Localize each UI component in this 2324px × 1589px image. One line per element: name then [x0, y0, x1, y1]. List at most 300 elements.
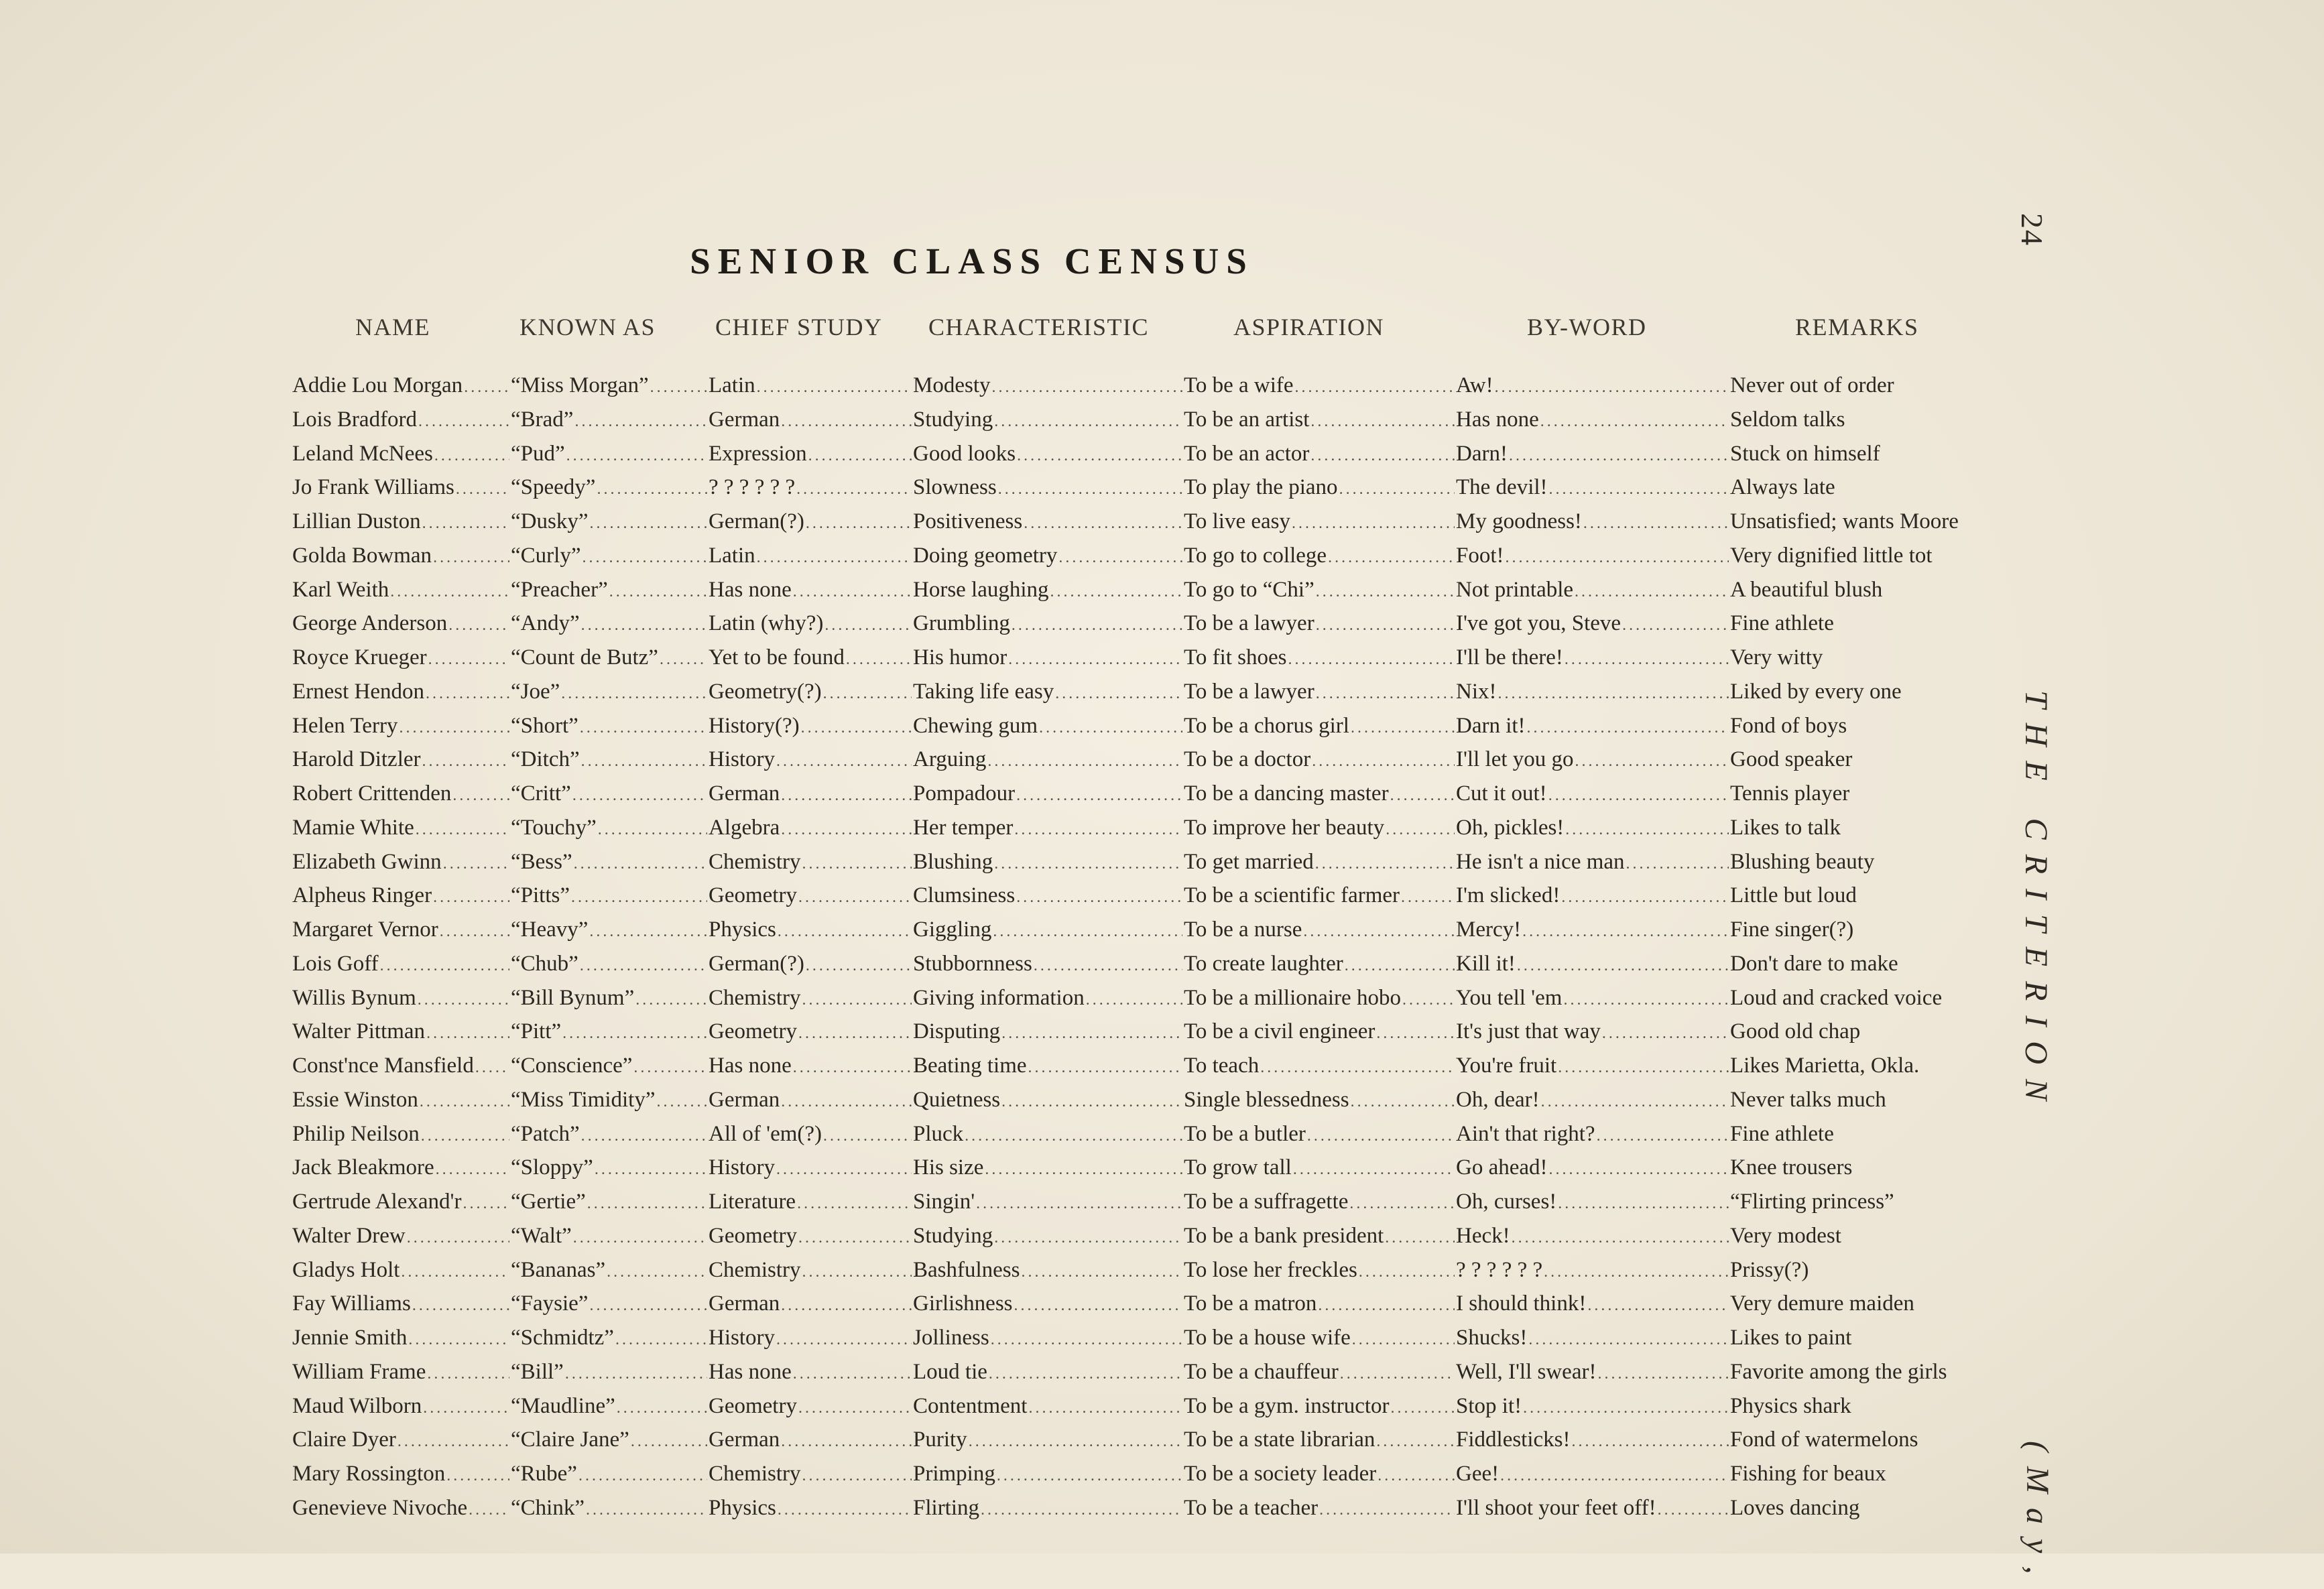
remarks-text: Fond of boys	[1730, 713, 1847, 738]
remarks-text: Prissy(?)	[1730, 1257, 1809, 1282]
cell-chief-study	[709, 609, 913, 642]
leader-dots	[798, 1393, 912, 1423]
header-by-word: BY-WORD	[1527, 314, 1647, 340]
leader-dots	[617, 1393, 707, 1423]
leader-dots	[572, 781, 707, 810]
cell-name	[292, 1221, 511, 1255]
remarks-text: Never out of order	[1730, 373, 1894, 397]
cell-chief-study	[709, 1255, 913, 1289]
cell-chief-study	[709, 371, 913, 404]
known-as-text: “Bill”	[511, 1359, 564, 1384]
leader-dots	[1544, 1257, 1729, 1287]
remarks-text: Never talks much	[1730, 1087, 1886, 1112]
cell-by-word	[1456, 813, 1730, 846]
leader-dots	[1315, 849, 1455, 879]
leader-dots	[806, 951, 912, 980]
cell-aspiration	[1184, 643, 1456, 676]
characteristic-text: His size	[913, 1155, 984, 1180]
cell-remarks	[1730, 1051, 2012, 1084]
cell-by-word	[1456, 405, 1730, 438]
cell-aspiration	[1184, 1323, 1456, 1356]
cell-chief-study	[709, 1153, 913, 1186]
cell-known-as	[511, 643, 709, 676]
chief-study-text: German	[709, 1291, 780, 1316]
aspiration-text: To be a scientific farmer	[1184, 883, 1400, 908]
name-text: Maud Wilborn	[292, 1393, 422, 1418]
by-word-text: You're fruit	[1456, 1054, 1557, 1078]
cell-characteristic	[913, 1221, 1184, 1255]
name-text: Addie Lou Morgan	[292, 373, 463, 397]
by-word-text: Fiddlesticks!	[1456, 1427, 1571, 1452]
leader-dots	[798, 1019, 912, 1048]
cell-by-word	[1456, 949, 1730, 982]
name-text: Margaret Vernor	[292, 917, 438, 942]
cell-known-as	[511, 507, 709, 540]
table-row	[0, 1221, 2011, 1255]
cell-aspiration	[1184, 575, 1456, 609]
cell-remarks	[1730, 881, 2012, 914]
cell-chief-study	[709, 472, 913, 506]
remarks-text: Fine athlete	[1730, 611, 1834, 636]
cell-aspiration	[1184, 507, 1456, 540]
table-row	[0, 1153, 2011, 1187]
chief-study-text: German	[709, 781, 780, 806]
cell-chief-study	[709, 677, 913, 710]
cell-characteristic	[913, 575, 1184, 609]
chief-study-text: German(?)	[709, 951, 804, 976]
chief-study-text: Geometry	[709, 1019, 797, 1044]
aspiration-text: Single blessedness	[1184, 1087, 1349, 1112]
leader-dots	[580, 713, 707, 743]
table-row	[0, 1459, 2011, 1493]
characteristic-text: Studying	[913, 407, 993, 432]
cell-aspiration	[1184, 779, 1456, 812]
cell-known-as	[511, 1085, 709, 1119]
leader-dots	[997, 1461, 1182, 1490]
chief-study-text: German	[709, 1087, 780, 1112]
name-text: Willis Bynum	[292, 985, 416, 1010]
cell-name	[292, 1425, 511, 1458]
cell-chief-study	[709, 813, 913, 846]
cell-name	[292, 881, 511, 914]
leader-dots	[801, 713, 912, 743]
cell-aspiration	[1184, 405, 1456, 438]
name-text: George Anderson	[292, 611, 448, 636]
leader-dots	[574, 849, 707, 879]
table-row	[0, 405, 2011, 439]
leader-dots	[582, 543, 707, 572]
leader-dots	[566, 441, 707, 470]
table-row	[0, 1425, 2011, 1459]
cell-name	[292, 949, 511, 982]
leader-dots	[1024, 509, 1182, 538]
chief-study-text: Has none	[709, 577, 792, 602]
leader-dots	[589, 509, 707, 538]
chief-study-text: Algebra	[709, 815, 780, 840]
by-word-text: Kill it!	[1456, 951, 1516, 976]
remarks-text: Tennis player	[1730, 781, 1850, 806]
remarks-text: Good old chap	[1730, 1019, 1861, 1044]
cell-characteristic	[913, 711, 1184, 745]
name-text: Mamie White	[292, 815, 414, 840]
table-row	[0, 1255, 2011, 1289]
cell-known-as	[511, 745, 709, 778]
leader-dots	[433, 543, 509, 572]
cell-known-as	[511, 711, 709, 745]
leader-dots	[1602, 1019, 1729, 1048]
remarks-text: Fine singer(?)	[1730, 917, 1854, 942]
cell-chief-study	[709, 439, 913, 472]
characteristic-text: Disputing	[913, 1019, 1001, 1044]
name-text: Robert Crittenden	[292, 781, 452, 806]
known-as-text: “Preacher”	[511, 577, 608, 602]
remarks-text: Likes Marietta, Okla.	[1730, 1054, 1920, 1078]
aspiration-text: To be a gym. instructor	[1184, 1393, 1390, 1418]
leader-dots	[1572, 1427, 1729, 1456]
characteristic-text: Taking life easy	[913, 679, 1054, 704]
cell-chief-study	[709, 983, 913, 1017]
header-chief-study: CHIEF STUDY	[715, 314, 883, 340]
known-as-text: “Count de Butz”	[511, 645, 658, 670]
leader-dots	[469, 1495, 509, 1525]
leader-dots	[399, 713, 509, 743]
cell-aspiration	[1184, 371, 1456, 404]
leader-dots	[969, 1427, 1182, 1456]
known-as-text: “Chub”	[511, 951, 578, 976]
leader-dots	[1549, 474, 1729, 504]
aspiration-text: To grow tall	[1184, 1155, 1292, 1180]
name-text: Mary Rossington	[292, 1462, 446, 1486]
cell-aspiration	[1184, 439, 1456, 472]
by-word-text: My goodness!	[1456, 509, 1582, 533]
leader-dots	[440, 917, 509, 946]
cell-by-word	[1456, 1119, 1730, 1153]
aspiration-text: To be a state librarian	[1184, 1427, 1375, 1452]
cell-aspiration	[1184, 1289, 1456, 1322]
cell-remarks	[1730, 405, 2012, 438]
characteristic-text: Primping	[913, 1462, 995, 1486]
aspiration-text: To go to “Chi”	[1184, 577, 1314, 602]
cell-by-word	[1456, 1153, 1730, 1186]
characteristic-text: Good looks	[913, 441, 1016, 466]
remarks-text: Likes to talk	[1730, 815, 1841, 840]
cell-aspiration	[1184, 1153, 1456, 1186]
leader-dots	[562, 1019, 707, 1048]
cell-chief-study	[709, 1459, 913, 1492]
remarks-text: Liked by every one	[1730, 679, 1902, 704]
cell-known-as	[511, 1051, 709, 1084]
leader-dots	[998, 474, 1182, 504]
by-word-text: Not printable	[1456, 577, 1574, 602]
name-text: Gertrude Alexand'r	[292, 1190, 462, 1214]
chief-study-text: History	[709, 1326, 775, 1350]
cell-name	[292, 1459, 511, 1492]
leader-dots	[1522, 917, 1729, 946]
leader-dots	[1622, 611, 1729, 640]
aspiration-text: To be a house wife	[1184, 1326, 1351, 1350]
leader-dots	[426, 679, 509, 708]
known-as-text: “Joe”	[511, 679, 560, 704]
leader-dots	[633, 1053, 707, 1082]
cell-by-word	[1456, 439, 1730, 472]
cell-aspiration	[1184, 1187, 1456, 1220]
cell-name	[292, 1391, 511, 1425]
leader-dots	[581, 1121, 707, 1151]
leader-dots	[418, 985, 509, 1015]
chief-study-text: German	[709, 1427, 780, 1452]
leader-dots	[1558, 1053, 1729, 1082]
cell-known-as	[511, 371, 709, 404]
by-word-text: I've got you, Steve	[1456, 611, 1622, 636]
cell-chief-study	[709, 405, 913, 438]
characteristic-text: Horse laughing	[913, 577, 1049, 602]
cell-chief-study	[709, 881, 913, 914]
remarks-text: Favorite among the girls	[1730, 1359, 1947, 1384]
characteristic-text: His humor	[913, 645, 1007, 670]
leader-dots	[1345, 951, 1455, 980]
leader-dots	[436, 1155, 509, 1184]
cell-name	[292, 643, 511, 676]
chief-study-text: Latin (why?)	[709, 611, 824, 636]
table-row	[0, 371, 2011, 405]
leader-dots	[418, 407, 509, 436]
cell-remarks	[1730, 1017, 2012, 1050]
leader-dots	[992, 373, 1183, 402]
table-row	[0, 439, 2011, 473]
cell-known-as	[511, 1255, 709, 1289]
cell-by-word	[1456, 541, 1730, 574]
table-row	[0, 881, 2011, 915]
leader-dots	[1517, 951, 1729, 980]
cell-by-word	[1456, 983, 1730, 1017]
cell-characteristic	[913, 1119, 1184, 1153]
leader-dots	[797, 1189, 912, 1218]
leader-dots	[757, 373, 912, 402]
cell-by-word	[1456, 1425, 1730, 1458]
name-text: Lois Bradford	[292, 407, 418, 432]
header-known-as: KNOWN AS	[519, 314, 656, 340]
cell-known-as	[511, 1425, 709, 1458]
cell-characteristic	[913, 949, 1184, 982]
known-as-text: “Miss Morgan”	[511, 373, 649, 397]
leader-dots	[802, 1257, 912, 1287]
known-as-text: “Speedy”	[511, 475, 596, 500]
cell-characteristic	[913, 405, 1184, 438]
leader-dots	[1014, 1291, 1183, 1320]
leader-dots	[781, 407, 912, 436]
leader-dots	[561, 679, 707, 708]
leader-dots	[464, 373, 509, 402]
cell-name	[292, 1085, 511, 1119]
known-as-text: “Heavy”	[511, 917, 589, 942]
characteristic-text: Contentment	[913, 1393, 1028, 1418]
cell-characteristic	[913, 439, 1184, 472]
chief-study-text: All of 'em(?)	[709, 1121, 822, 1146]
running-title: THE CRITERION	[2018, 690, 2054, 1115]
by-word-text: Shucks!	[1456, 1326, 1528, 1350]
leader-dots	[1001, 1019, 1182, 1048]
leader-dots	[1303, 917, 1455, 946]
cell-aspiration	[1184, 813, 1456, 846]
remarks-text: Loves dancing	[1730, 1495, 1860, 1520]
table-row	[0, 677, 2011, 711]
cell-aspiration	[1184, 1085, 1456, 1119]
leader-dots	[1340, 1359, 1455, 1389]
cell-known-as	[511, 677, 709, 710]
leader-dots	[1034, 951, 1182, 980]
characteristic-text: Arguing	[913, 747, 987, 772]
characteristic-text: Pluck	[913, 1121, 964, 1146]
cell-characteristic	[913, 1085, 1184, 1119]
cell-remarks	[1730, 1425, 2012, 1458]
cell-characteristic	[913, 472, 1184, 506]
leader-dots	[380, 951, 509, 980]
cell-by-word	[1456, 472, 1730, 506]
cell-characteristic	[913, 677, 1184, 710]
cell-name	[292, 983, 511, 1017]
leader-dots	[1058, 543, 1182, 572]
leader-dots	[1316, 611, 1455, 640]
by-word-text: Has none	[1456, 407, 1539, 432]
cell-name	[292, 1289, 511, 1322]
cell-by-word	[1456, 711, 1730, 745]
leader-dots	[1597, 1359, 1729, 1389]
leader-dots	[796, 474, 912, 504]
known-as-text: “Brad”	[511, 407, 574, 432]
chief-study-text: Geometry	[709, 883, 797, 908]
cell-known-as	[511, 541, 709, 574]
chief-study-text: Geometry(?)	[709, 679, 822, 704]
cell-characteristic	[913, 371, 1184, 404]
chief-study-text: Latin	[709, 373, 755, 397]
cell-by-word	[1456, 779, 1730, 812]
cell-chief-study	[709, 915, 913, 948]
name-text: Harold Ditzler	[292, 747, 421, 772]
known-as-text: “Bess”	[511, 849, 572, 874]
cell-name	[292, 541, 511, 574]
by-word-text: Nix!	[1456, 679, 1497, 704]
cell-characteristic	[913, 1391, 1184, 1425]
aspiration-text: To be a suffragette	[1184, 1190, 1349, 1214]
cell-known-as	[511, 1323, 709, 1356]
leader-dots	[1028, 1393, 1182, 1423]
characteristic-text: Clumsiness	[913, 883, 1016, 908]
leader-dots	[1402, 985, 1455, 1015]
leader-dots	[1549, 1155, 1729, 1184]
name-text: Claire Dyer	[292, 1427, 396, 1452]
cell-remarks	[1730, 541, 2012, 574]
leader-dots	[1352, 1325, 1455, 1354]
table-row	[0, 915, 2011, 949]
cell-remarks	[1730, 813, 2012, 846]
remarks-text: A beautiful blush	[1730, 577, 1883, 602]
cell-aspiration	[1184, 983, 1456, 1017]
characteristic-text: Bashfulness	[913, 1257, 1020, 1282]
leader-dots	[776, 747, 912, 776]
leader-dots	[581, 747, 707, 776]
leader-dots	[965, 1121, 1182, 1151]
cell-remarks	[1730, 1391, 2012, 1425]
cell-remarks	[1730, 1289, 2012, 1322]
characteristic-text: Positiveness	[913, 509, 1023, 533]
leader-dots	[1319, 1495, 1455, 1525]
table-row	[0, 1391, 2011, 1425]
leader-dots	[994, 849, 1182, 879]
name-text: Fay Williams	[292, 1291, 411, 1316]
cell-name	[292, 1017, 511, 1050]
cell-name	[292, 745, 511, 778]
cell-name	[292, 1255, 511, 1289]
aspiration-text: To be a bank president	[1184, 1223, 1384, 1248]
leader-dots	[1349, 1189, 1455, 1218]
leader-dots	[422, 509, 509, 538]
leader-dots	[1540, 407, 1729, 436]
leader-dots	[1498, 679, 1729, 708]
leader-dots	[1386, 815, 1455, 844]
cell-by-word	[1456, 1357, 1730, 1391]
leader-dots	[607, 1257, 707, 1287]
leader-dots	[781, 781, 912, 810]
chief-study-text: Physics	[709, 1495, 776, 1520]
cell-aspiration	[1184, 915, 1456, 948]
table-row	[0, 541, 2011, 575]
known-as-text: “Pud”	[511, 441, 565, 466]
page-number: 24	[2015, 213, 2049, 247]
known-as-text: “Chink”	[511, 1495, 585, 1520]
leader-dots	[1587, 1291, 1729, 1320]
cell-name	[292, 677, 511, 710]
aspiration-text: To be an actor	[1184, 441, 1310, 466]
cell-by-word	[1456, 1289, 1730, 1322]
leader-dots	[1012, 611, 1182, 640]
leader-dots	[397, 1427, 509, 1456]
by-word-text: Gee!	[1456, 1462, 1500, 1486]
leader-dots	[422, 747, 509, 776]
cell-remarks	[1730, 745, 2012, 778]
leader-dots	[1310, 441, 1455, 470]
leader-dots	[580, 951, 707, 980]
leader-dots	[802, 1461, 912, 1490]
table-row	[0, 813, 2011, 847]
cell-known-as	[511, 779, 709, 812]
leader-dots	[423, 1393, 509, 1423]
chief-study-text: Geometry	[709, 1223, 797, 1248]
by-word-text: Darn it!	[1456, 713, 1526, 738]
cell-known-as	[511, 1153, 709, 1186]
cell-name	[292, 711, 511, 745]
cell-name	[292, 439, 511, 472]
by-word-text: You tell 'em	[1456, 985, 1563, 1010]
cell-known-as	[511, 915, 709, 948]
aspiration-text: To go to college	[1184, 543, 1327, 568]
name-text: Leland McNees	[292, 441, 433, 466]
leader-dots	[824, 611, 912, 640]
leader-dots	[463, 1189, 509, 1218]
running-date: (May,	[2020, 1441, 2055, 1589]
cell-aspiration	[1184, 1255, 1456, 1289]
known-as-text: “Sloppy”	[511, 1155, 593, 1180]
cell-known-as	[511, 472, 709, 506]
leader-dots	[574, 407, 707, 436]
leader-dots	[1523, 1393, 1729, 1423]
cell-known-as	[511, 1289, 709, 1322]
cell-name	[292, 915, 511, 948]
name-text: Walter Drew	[292, 1223, 406, 1248]
leader-dots	[793, 577, 912, 607]
cell-by-word	[1456, 1255, 1730, 1289]
known-as-text: “Critt”	[511, 781, 571, 806]
remarks-text: Very witty	[1730, 645, 1823, 670]
